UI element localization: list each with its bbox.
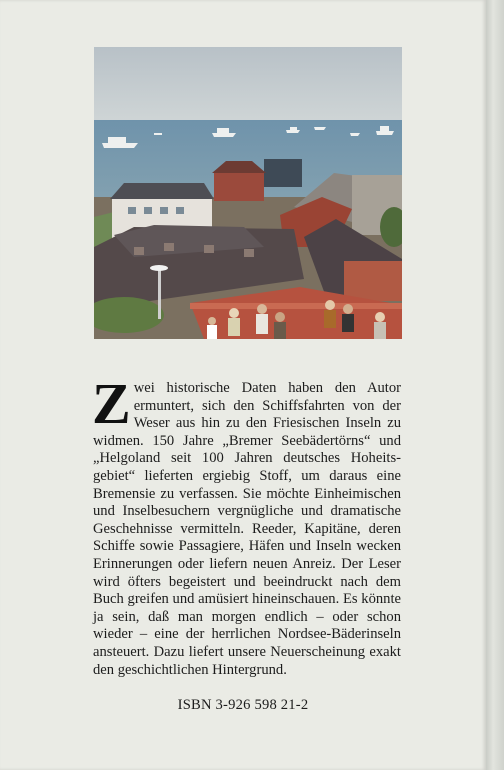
isbn: ISBN 3-926 598 21-2 (177, 697, 309, 713)
page-edge (486, 0, 504, 770)
blurb (92, 371, 401, 679)
cover-photo (94, 47, 402, 339)
drop-cap: Z (92, 371, 131, 436)
blurb-text: wei historische Daten haben den Autor ermuntert, sich den Schiffsfahrten von der Weser aus hin zu den Friesischen Inseln zu widmen. 150 Jahre „Bremer Seebädertörns“ und „Helgoland seit 100 Jahren deutsches Hoheitsgebiet“ lieferten ergiebig Stoff, um daraus eine Bremensie zu verfassen. Sie möchte Einheimischen und Inselbesuchern vergnügliche und dramatische Geschehnisse vermitteln. Reeder, Kapitäne, deren Schiffe sowie Passagiere, Häfen und Inseln wecken Erinnerungen oder liefern neuen Anreiz. Der Leser wird öfters begeistert und beeindruckt nach dem Buch greifen und amüsiert hineinschauen. Es könnte ja sein, daß man morgen endlich – oder schon wieder – eine der herrlichen Nordsee-Bäderinseln ansteuert. Dazu liefert unsere Neuerscheinung exakt den geschichtlichen Hintergrund. (93, 380, 401, 678)
